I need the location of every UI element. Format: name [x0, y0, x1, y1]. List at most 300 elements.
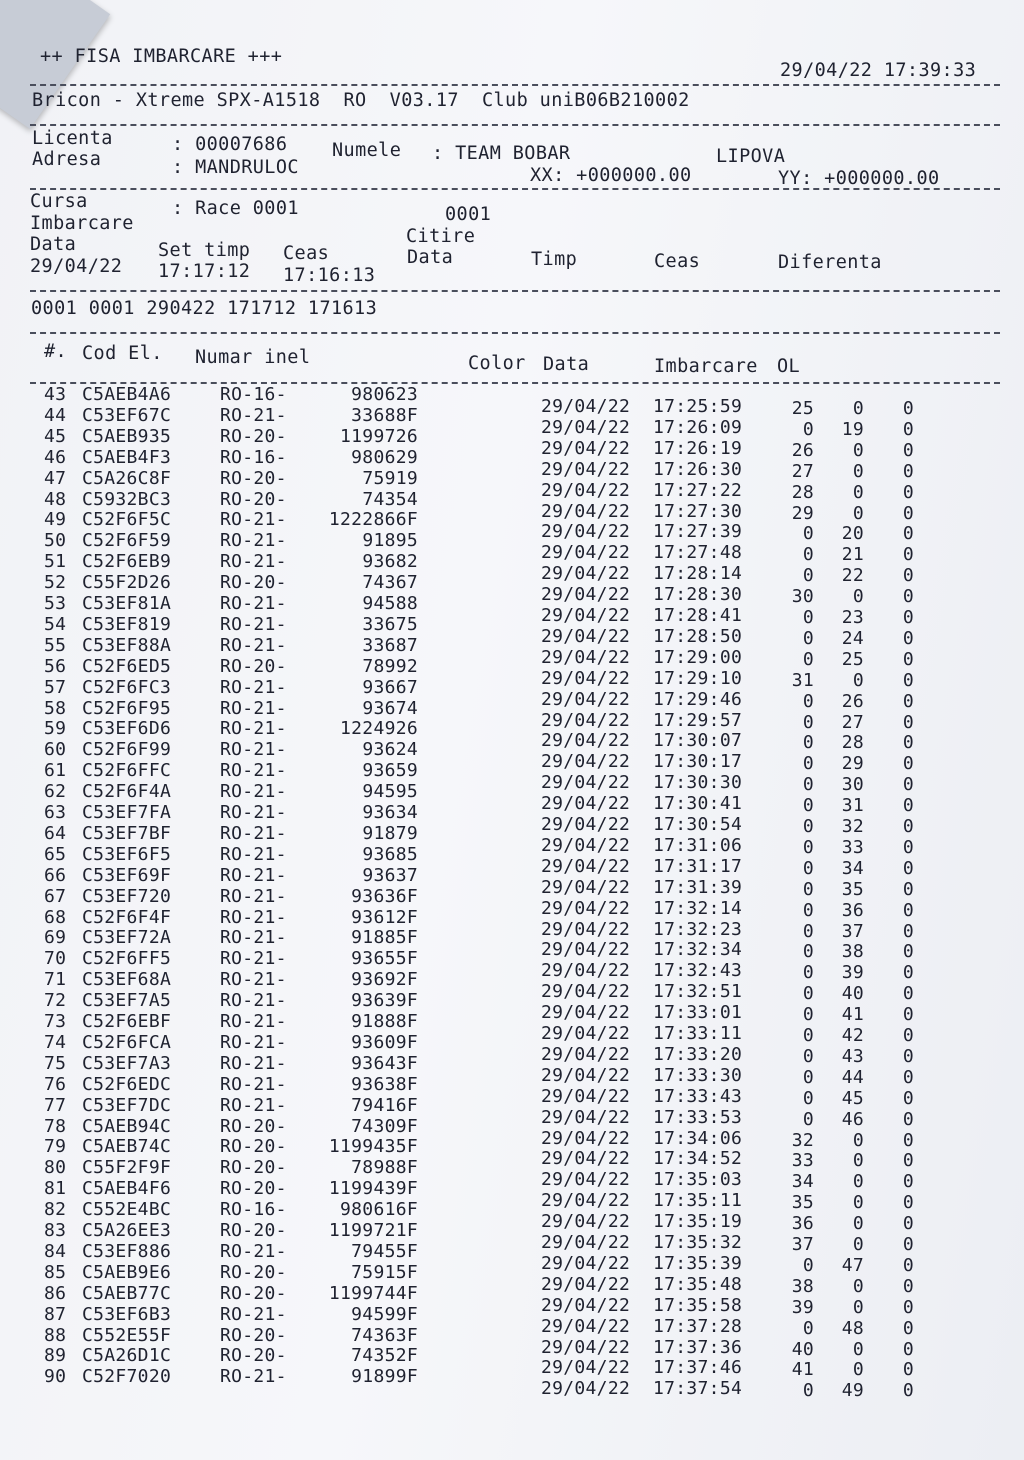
ring-number: 1199435F [328, 1136, 418, 1158]
row-number: 53 [44, 593, 67, 614]
ring-number: 980616F [340, 1199, 418, 1221]
ol-value: 0 [802, 544, 814, 566]
entry-date: 29/04/22 [541, 437, 631, 459]
entry-date: 29/04/22 [541, 981, 631, 1003]
entry-time: 17:30:41 [653, 793, 743, 815]
row-number: 87 [44, 1303, 67, 1325]
row-number: 88 [44, 1324, 67, 1346]
row-number: 86 [44, 1282, 67, 1304]
entry-date: 29/04/22 [541, 709, 631, 731]
row-number: 84 [44, 1240, 67, 1262]
entry-date: 29/04/22 [541, 667, 631, 689]
ol-value: 0 [802, 1004, 814, 1026]
second-value: 0 [852, 1192, 864, 1214]
entry-time: 17:31:06 [653, 834, 743, 856]
second-value: 27 [841, 711, 864, 733]
entry-time: 17:33:30 [653, 1064, 743, 1086]
ring-prefix: RO-21- [220, 1031, 287, 1053]
ring-number: 74354 [362, 488, 418, 510]
electronic-code: C53EF69F [82, 864, 172, 886]
entry-date: 29/04/22 [541, 521, 631, 543]
adresa-label: Adresa [32, 149, 102, 170]
third-value: 0 [902, 1066, 914, 1088]
second-value: 0 [852, 1150, 864, 1172]
column-data: Data [543, 354, 590, 375]
column-ol: OL [777, 356, 801, 377]
ring-number: 1199439F [328, 1178, 418, 1200]
entry-date: 29/04/22 [541, 584, 631, 606]
entry-date: 29/04/22 [541, 814, 631, 835]
ring-prefix: RO-21- [220, 634, 287, 656]
entry-time: 17:31:17 [653, 855, 743, 877]
ol-value: 0 [802, 690, 814, 712]
ol-value: 0 [802, 774, 814, 796]
third-value: 0 [902, 544, 914, 566]
ol-value: 0 [802, 1254, 814, 1276]
row-number: 48 [44, 488, 67, 510]
electronic-code: C5A26EE3 [82, 1220, 172, 1241]
ol-value: 32 [791, 1129, 814, 1151]
row-number: 68 [44, 906, 67, 928]
row-number: 76 [44, 1073, 67, 1095]
second-value: 25 [841, 648, 864, 670]
entry-date: 29/04/22 [541, 1211, 631, 1233]
ring-prefix: RO-21- [220, 404, 287, 426]
row-number: 63 [44, 802, 67, 823]
entry-date: 29/04/22 [541, 500, 631, 522]
ring-number: 74309F [351, 1115, 418, 1137]
third-value: 0 [902, 962, 914, 984]
timp-label: Timp [531, 249, 578, 270]
second-value: 34 [841, 857, 864, 879]
ring-prefix: RO-21- [220, 864, 287, 886]
entry-date: 29/04/22 [541, 960, 631, 982]
ceas-label: Ceas [283, 243, 330, 264]
electronic-code: C53EF886 [82, 1240, 172, 1262]
ring-prefix: RO-21- [220, 781, 287, 803]
ring-prefix: RO-21- [220, 551, 287, 573]
locality: LIPOVA [716, 146, 786, 167]
ring-number: 1199726 [340, 425, 418, 447]
entry-date: 29/04/22 [541, 1023, 631, 1044]
ring-prefix: RO-21- [220, 697, 287, 719]
ring-number: 33687 [362, 634, 418, 656]
row-number: 75 [44, 1052, 67, 1074]
ol-value: 31 [791, 669, 814, 691]
data-value: 29/04/22 [30, 256, 123, 277]
column-inel: Numar inel [195, 347, 311, 368]
second-value: 46 [841, 1108, 864, 1130]
ring-prefix: RO-21- [220, 1303, 287, 1325]
row-number: 69 [44, 927, 67, 949]
ring-prefix: RO-21- [220, 1073, 287, 1095]
entry-date: 29/04/22 [541, 834, 631, 856]
entry-time: 17:29:46 [653, 688, 743, 710]
electronic-code: C52F6F4F [82, 906, 172, 928]
ol-value: 0 [802, 836, 814, 858]
entry-time: 17:35:58 [653, 1294, 743, 1316]
second-value: 0 [852, 586, 864, 608]
ring-number: 93655F [351, 948, 418, 970]
entry-time: 17:29:00 [653, 646, 743, 668]
entry-time: 17:26:30 [653, 458, 743, 480]
third-value: 0 [902, 1192, 914, 1214]
ol-value: 0 [802, 1025, 814, 1046]
entry-time: 17:32:34 [653, 939, 743, 961]
ring-prefix: RO-21- [220, 676, 287, 698]
second-value: 35 [841, 878, 864, 900]
entry-date: 29/04/22 [541, 1378, 631, 1400]
diferenta-label: Diferenta [778, 252, 882, 273]
electronic-code: C52F6F95 [82, 697, 172, 719]
ring-number: 93624 [362, 739, 418, 761]
ring-number: 93637 [362, 864, 418, 886]
row-number: 71 [44, 969, 67, 991]
row-number: 59 [44, 718, 67, 740]
electronic-code: C52F7020 [82, 1366, 172, 1388]
ol-value: 0 [802, 962, 814, 984]
entry-time: 17:30:30 [653, 772, 743, 794]
second-value: 0 [852, 1359, 864, 1381]
row-number: 58 [44, 697, 67, 719]
entry-time: 17:31:39 [653, 876, 743, 898]
second-value: 45 [841, 1087, 864, 1109]
ring-number: 75915F [351, 1261, 418, 1283]
electronic-code: C53EF819 [82, 613, 172, 635]
entry-time: 17:32:43 [653, 960, 743, 982]
ring-prefix: RO-21- [220, 822, 287, 844]
entry-time: 17:28:50 [653, 625, 743, 647]
ring-prefix: RO-20- [220, 1324, 287, 1346]
electronic-code: C5A26C8F [82, 467, 172, 489]
entry-date: 29/04/22 [541, 1190, 631, 1212]
third-value: 0 [902, 899, 914, 921]
second-value: 0 [852, 1213, 864, 1235]
third-value: 0 [902, 857, 914, 879]
ring-prefix: RO-21- [220, 843, 287, 865]
electronic-code: C52F6F4A [82, 781, 172, 803]
entry-time: 17:34:06 [653, 1127, 743, 1149]
ol-value: 0 [802, 1317, 814, 1339]
third-value: 0 [902, 460, 914, 482]
row-number: 79 [44, 1136, 67, 1158]
electronic-code: C52F6EB9 [82, 551, 172, 573]
electronic-code: C5A26D1C [82, 1345, 172, 1367]
entry-date: 29/04/22 [541, 542, 631, 564]
divider [30, 290, 1000, 292]
ring-number: 91888F [351, 1011, 418, 1032]
third-value: 0 [902, 1171, 914, 1193]
electronic-code: C5AEB74C [82, 1136, 172, 1158]
ring-prefix: RO-21- [220, 969, 287, 991]
ceas2-label: Ceas [654, 251, 701, 272]
ring-number: 93638F [351, 1073, 418, 1095]
row-number: 74 [44, 1031, 67, 1053]
row-number: 80 [44, 1157, 67, 1179]
third-value: 0 [902, 648, 914, 670]
third-value: 0 [902, 1108, 914, 1130]
row-number: 81 [44, 1178, 67, 1200]
second-value: 47 [841, 1254, 864, 1276]
entry-date: 29/04/22 [541, 1169, 631, 1191]
ol-value: 0 [802, 732, 814, 754]
ring-number: 94599F [351, 1303, 418, 1325]
electronic-code: C5932BC3 [82, 488, 172, 510]
entry-date: 29/04/22 [541, 939, 631, 961]
entry-time: 17:33:53 [653, 1106, 743, 1128]
third-value: 0 [902, 669, 914, 691]
third-value: 0 [902, 627, 914, 649]
ol-value: 0 [802, 795, 814, 817]
row-number: 61 [44, 760, 67, 782]
row-number: 51 [44, 551, 67, 573]
electronic-code: C5AEB4F6 [82, 1178, 172, 1200]
entry-date: 29/04/22 [541, 1294, 631, 1316]
ring-number: 93674 [362, 697, 418, 719]
entry-time: 17:32:14 [653, 897, 743, 919]
ring-number: 91899F [351, 1366, 418, 1388]
ol-value: 28 [791, 481, 814, 503]
third-value: 0 [902, 732, 914, 754]
second-value: 31 [841, 795, 864, 817]
third-value: 0 [902, 1359, 914, 1381]
second-value: 32 [841, 816, 864, 837]
third-value: 0 [902, 586, 914, 608]
ring-prefix: RO-21- [220, 927, 287, 949]
numele-label: Numele [332, 140, 402, 161]
entry-date: 29/04/22 [541, 855, 631, 877]
entry-date: 29/04/22 [541, 1002, 631, 1024]
third-value: 0 [902, 418, 914, 440]
ol-value: 0 [802, 920, 814, 942]
entry-date: 29/04/22 [541, 1315, 631, 1337]
row-number: 85 [44, 1261, 67, 1283]
third-value: 0 [902, 1129, 914, 1151]
ring-number: 1224926 [340, 718, 418, 740]
numele-value: : TEAM BOBAR [432, 143, 571, 164]
second-value: 41 [841, 1004, 864, 1026]
entry-time: 17:35:19 [653, 1211, 743, 1233]
ring-prefix: RO-20- [220, 1220, 287, 1241]
row-number: 73 [44, 1011, 67, 1032]
electronic-code: C5AEB935 [82, 425, 172, 447]
ol-value: 29 [791, 502, 814, 524]
second-value: 48 [841, 1317, 864, 1339]
ring-prefix: RO-20- [220, 425, 287, 447]
divider [30, 188, 1000, 190]
row-number: 52 [44, 572, 67, 594]
electronic-code: C53EF6B3 [82, 1303, 172, 1325]
second-value: 33 [841, 836, 864, 858]
third-value: 0 [902, 481, 914, 503]
third-value: 0 [902, 565, 914, 587]
entry-date: 29/04/22 [541, 730, 631, 752]
ring-prefix: RO-21- [220, 613, 287, 635]
third-value: 0 [902, 398, 914, 419]
ring-prefix: RO-21- [220, 1011, 287, 1032]
imbarcare-label: Imbarcare [30, 213, 134, 234]
set-timp-value: 17:17:12 [158, 261, 251, 282]
third-value: 0 [902, 1234, 914, 1255]
electronic-code: C52F6FFC [82, 760, 172, 782]
entry-time: 17:27:39 [653, 521, 743, 543]
entry-date: 29/04/22 [541, 897, 631, 919]
ring-number: 93659 [362, 760, 418, 782]
third-value: 0 [902, 1213, 914, 1235]
second-value: 39 [841, 962, 864, 984]
electronic-code: C52F6F99 [82, 739, 172, 761]
ol-value: 37 [791, 1234, 814, 1255]
row-number: 89 [44, 1345, 67, 1367]
ol-value: 30 [791, 586, 814, 608]
electronic-code: C53EF720 [82, 885, 172, 907]
ring-prefix: RO-21- [220, 739, 287, 761]
third-value: 0 [902, 1296, 914, 1318]
entry-date: 29/04/22 [541, 1106, 631, 1128]
set-timp-label: Set timp [158, 240, 251, 261]
entry-date: 29/04/22 [541, 1064, 631, 1086]
electronic-code: C52F6ED5 [82, 655, 172, 677]
column-nr: #. [44, 341, 68, 362]
ring-prefix: RO-21- [220, 1052, 287, 1074]
xx-coordinate: XX: +000000.00 [530, 165, 692, 186]
ol-value: 0 [802, 899, 814, 921]
row-number: 57 [44, 676, 67, 698]
ring-prefix: RO-16- [220, 446, 287, 468]
entry-time: 17:37:46 [653, 1357, 743, 1379]
ring-prefix: RO-20- [220, 572, 287, 594]
entry-time: 17:30:17 [653, 751, 743, 773]
ring-prefix: RO-21- [220, 509, 287, 531]
electronic-code: C53EF6D6 [82, 718, 172, 740]
ol-value: 0 [802, 1380, 814, 1402]
ring-number: 91895 [362, 530, 418, 552]
entry-time: 17:26:19 [653, 437, 743, 459]
third-value: 0 [902, 1004, 914, 1026]
entry-date: 29/04/22 [541, 396, 631, 417]
entry-date: 29/04/22 [541, 1357, 631, 1379]
third-value: 0 [902, 983, 914, 1005]
column-imbarcare: Imbarcare [654, 356, 758, 377]
row-number: 65 [44, 843, 67, 865]
second-value: 0 [852, 1171, 864, 1193]
second-value: 0 [852, 1296, 864, 1318]
entry-time: 17:33:20 [653, 1043, 743, 1065]
second-value: 0 [852, 1234, 864, 1255]
ol-value: 40 [791, 1338, 814, 1360]
ring-prefix: RO-21- [220, 760, 287, 782]
ring-prefix: RO-21- [220, 530, 287, 552]
citire-label: Citire [406, 226, 476, 247]
entry-time: 17:33:43 [653, 1085, 743, 1107]
second-value: 44 [841, 1066, 864, 1088]
electronic-code: C552E4BC [82, 1199, 172, 1221]
ring-prefix: RO-20- [220, 1282, 287, 1304]
entry-time: 17:25:59 [653, 396, 743, 417]
electronic-code: C52F6EDC [82, 1073, 172, 1095]
second-value: 49 [841, 1380, 864, 1402]
entry-date: 29/04/22 [541, 458, 631, 480]
ring-number: 75919 [362, 467, 418, 489]
entry-time: 17:32:51 [653, 981, 743, 1003]
entry-time: 17:27:22 [653, 479, 743, 501]
ol-value: 0 [802, 1087, 814, 1109]
divider [30, 124, 1000, 126]
third-value: 0 [902, 1317, 914, 1339]
entry-date: 29/04/22 [541, 918, 631, 940]
ol-value: 41 [791, 1359, 814, 1381]
row-number: 47 [44, 467, 67, 489]
electronic-code: C53EF7DC [82, 1094, 172, 1116]
third-value: 0 [902, 502, 914, 524]
ring-prefix: RO-21- [220, 1240, 287, 1262]
third-value: 0 [902, 1254, 914, 1276]
entry-time: 17:30:54 [653, 814, 743, 835]
ring-prefix: RO-20- [220, 1157, 287, 1179]
ring-prefix: RO-16- [220, 1199, 287, 1221]
ol-value: 0 [802, 1066, 814, 1088]
third-value: 0 [902, 1338, 914, 1360]
ring-number: 1222866F [328, 509, 418, 531]
electronic-code: C55F2F9F [82, 1157, 172, 1179]
row-number: 83 [44, 1220, 67, 1241]
ring-number: 93609F [351, 1031, 418, 1053]
third-value: 0 [902, 753, 914, 775]
third-value: 0 [902, 1380, 914, 1402]
second-value: 40 [841, 983, 864, 1005]
ring-number: 93682 [362, 551, 418, 573]
second-value: 21 [841, 544, 864, 566]
row-number: 78 [44, 1115, 67, 1137]
third-value: 0 [902, 878, 914, 900]
second-value: 26 [841, 690, 864, 712]
entry-date: 29/04/22 [541, 625, 631, 647]
entry-time: 17:27:48 [653, 542, 743, 564]
entry-date: 29/04/22 [541, 751, 631, 773]
second-value: 0 [852, 1275, 864, 1297]
electronic-code: C552E55F [82, 1324, 172, 1346]
entry-date: 29/04/22 [541, 646, 631, 668]
electronic-code: C53EF7FA [82, 802, 172, 823]
entry-date: 29/04/22 [541, 479, 631, 501]
receipt-title: ++ FISA IMBARCARE +++ [40, 46, 283, 67]
entry-time: 17:37:28 [653, 1315, 743, 1337]
data-label: Data [30, 234, 77, 255]
entry-date: 29/04/22 [541, 1127, 631, 1149]
third-value: 0 [902, 523, 914, 545]
second-value: 0 [852, 481, 864, 503]
entry-time: 17:28:14 [653, 563, 743, 585]
row-number: 90 [44, 1366, 67, 1388]
third-value: 0 [902, 1275, 914, 1297]
race-code: 0001 [445, 204, 492, 225]
electronic-code: C52F6FF5 [82, 948, 172, 970]
second-value: 0 [852, 669, 864, 691]
entry-date: 29/04/22 [541, 416, 631, 438]
ring-number: 79416F [351, 1094, 418, 1116]
row-number: 56 [44, 655, 67, 677]
third-value: 0 [902, 774, 914, 796]
ring-number: 33688F [351, 404, 418, 426]
entry-time: 17:34:52 [653, 1148, 743, 1170]
ol-value: 33 [791, 1150, 814, 1172]
entry-time: 17:35:32 [653, 1232, 743, 1253]
column-color: Color [468, 353, 526, 374]
row-number: 43 [44, 384, 67, 405]
second-value: 28 [841, 732, 864, 754]
second-value: 0 [852, 398, 864, 419]
ring-number: 93612F [351, 906, 418, 928]
